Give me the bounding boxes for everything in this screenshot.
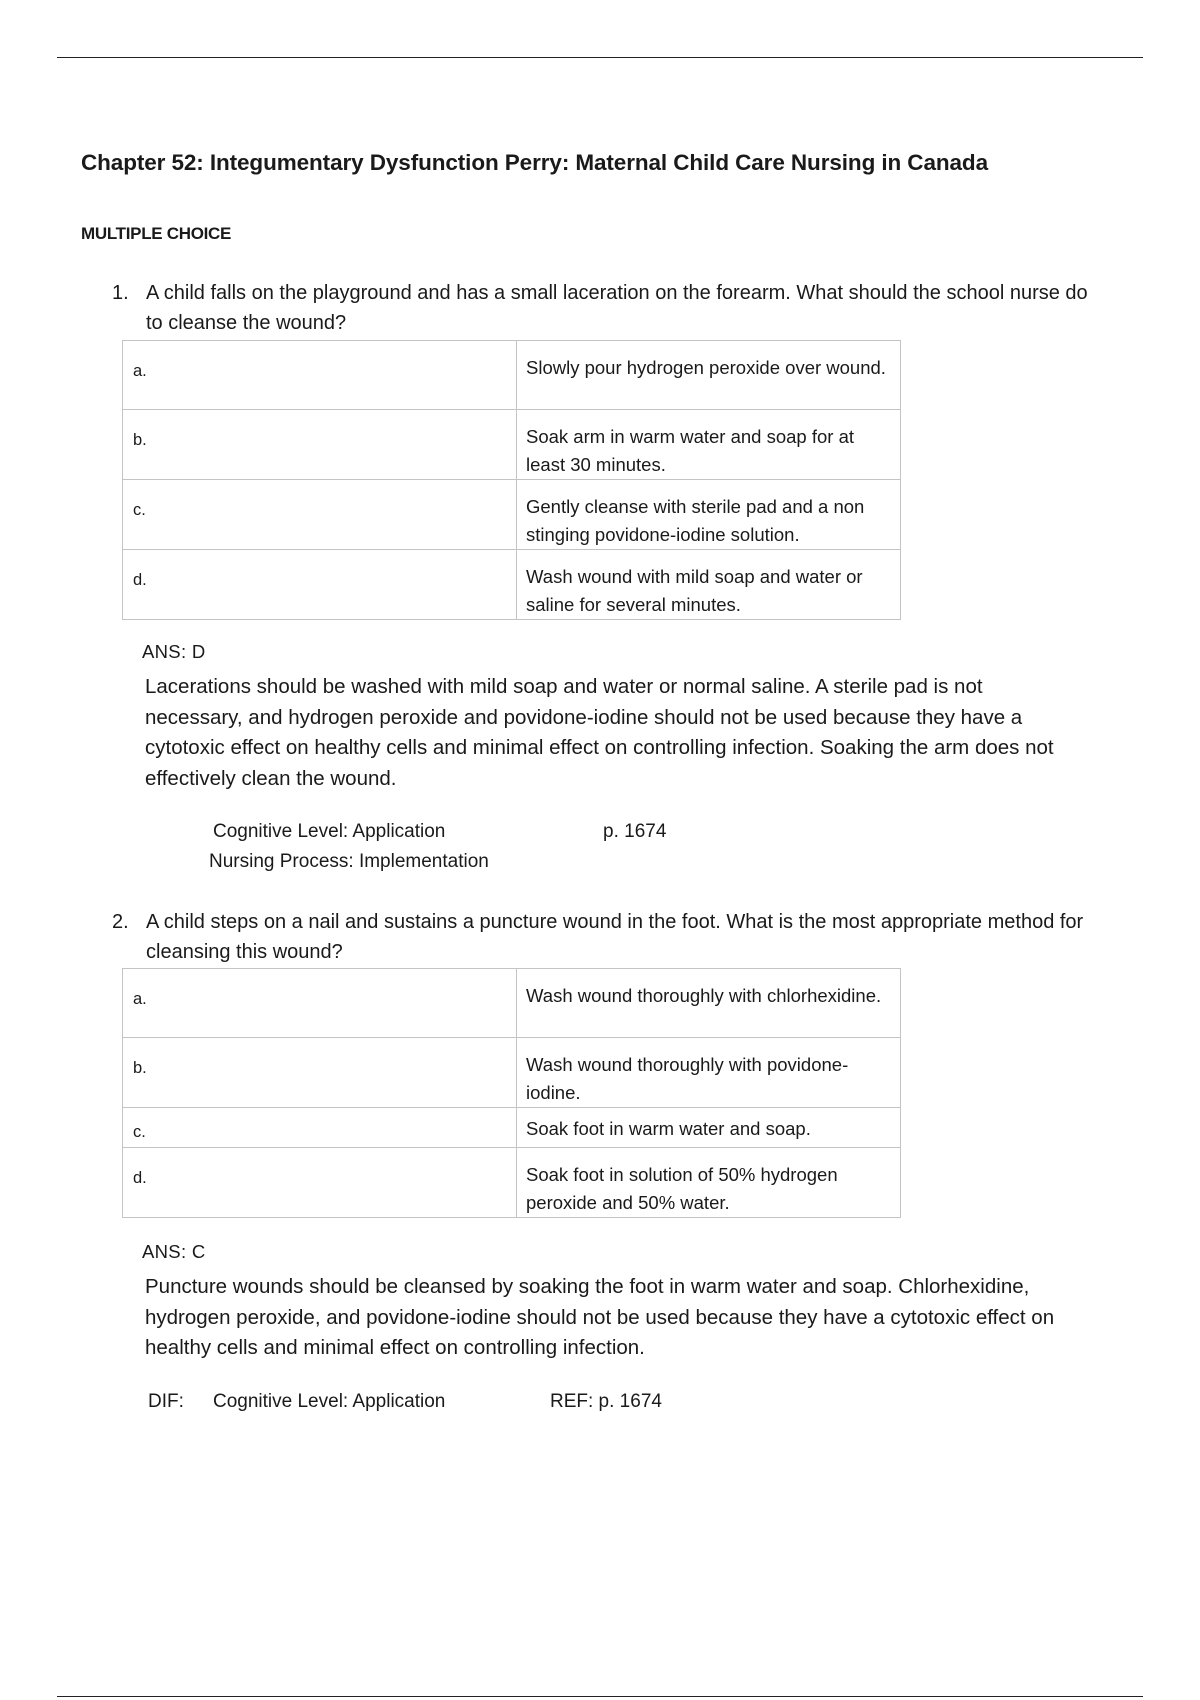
- option-row-a: [123, 969, 901, 1038]
- rationale-text: Puncture wounds should be cleansed by soaking the foot in warm water and soap. Chlorhexidine, hydrogen peroxide, and povidone-iodine should not be used because they have a cytotoxic effect on healthy cells and minimal effect on controlling infection.: [145, 1275, 1055, 1359]
- page-reference: REF: p. 1674: [550, 1391, 662, 1412]
- section-heading: MULTIPLE CHOICE: [81, 224, 232, 243]
- top-rule: [57, 57, 1143, 58]
- question-stem: A child steps on a nail and sustains a puncture wound in the foot. What is the most appropriate method for cleansing this wound?: [146, 911, 1084, 963]
- option-row-a: [123, 341, 901, 410]
- option-letter: b.: [123, 410, 517, 480]
- question-1: [112, 278, 1112, 338]
- dif-label: DIF:: [148, 1391, 184, 1412]
- option-letter: c.: [123, 480, 517, 550]
- option-row-d: [123, 550, 901, 620]
- options-table-q2: [122, 968, 901, 1218]
- question-stem: A child falls on the playground and has a small laceration on the forearm. What should the school nurse do to cleanse the wound?: [146, 282, 1088, 334]
- option-letter: a.: [123, 969, 517, 1038]
- option-text: Soak foot in warm water and soap.: [517, 1108, 901, 1148]
- option-text: Wash wound thoroughly with povidone-iodine.: [517, 1038, 901, 1108]
- option-letter: c.: [123, 1108, 517, 1148]
- question-number: 2.: [112, 911, 129, 933]
- option-letter: d.: [123, 1148, 517, 1218]
- option-text: Soak foot in solution of 50% hydrogen peroxide and 50% water.: [517, 1148, 901, 1218]
- cognitive-level: Cognitive Level: Application: [213, 1391, 446, 1412]
- answer-key: ANS: D: [142, 641, 206, 662]
- option-row-c: [123, 1108, 901, 1148]
- options-table-q1: [122, 340, 901, 620]
- option-letter: b.: [123, 1038, 517, 1108]
- option-text: Wash wound with mild soap and water or saline for several minutes.: [517, 550, 901, 620]
- answer-key: ANS: C: [142, 1241, 206, 1262]
- option-text: Soak arm in warm water and soap for at least 30 minutes.: [517, 410, 901, 480]
- option-text: Wash wound thoroughly with chlorhexidine.: [517, 969, 901, 1038]
- cognitive-level: Cognitive Level: Application: [213, 821, 446, 842]
- option-row-c: [123, 480, 901, 550]
- rationale-text: Lacerations should be washed with mild soap and water or normal saline. A sterile pad is not necessary, and hydrogen peroxide and povidone-iodine should not be used because they have a cytotoxic effect on healthy cells and minimal effect on controlling infection. Soaking the arm does not effectively clean the wound.: [145, 675, 1054, 790]
- question-2: [112, 907, 1112, 967]
- option-letter: a.: [123, 341, 517, 410]
- option-text: Slowly pour hydrogen peroxide over wound.: [517, 341, 901, 410]
- option-row-b: [123, 1038, 901, 1108]
- option-letter: d.: [123, 550, 517, 620]
- option-text: Gently cleanse with sterile pad and a non stinging povidone-iodine solution.: [517, 480, 901, 550]
- option-row-d: [123, 1148, 901, 1218]
- nursing-process: Nursing Process: Implementation: [209, 851, 489, 872]
- page-title: Chapter 52: Integumentary Dysfunction Perry: Maternal Child Care Nursing in Canada: [81, 150, 988, 175]
- question-number: 1.: [112, 282, 129, 304]
- page-reference: p. 1674: [603, 821, 667, 842]
- bottom-rule: [57, 1696, 1143, 1697]
- option-row-b: [123, 410, 901, 480]
